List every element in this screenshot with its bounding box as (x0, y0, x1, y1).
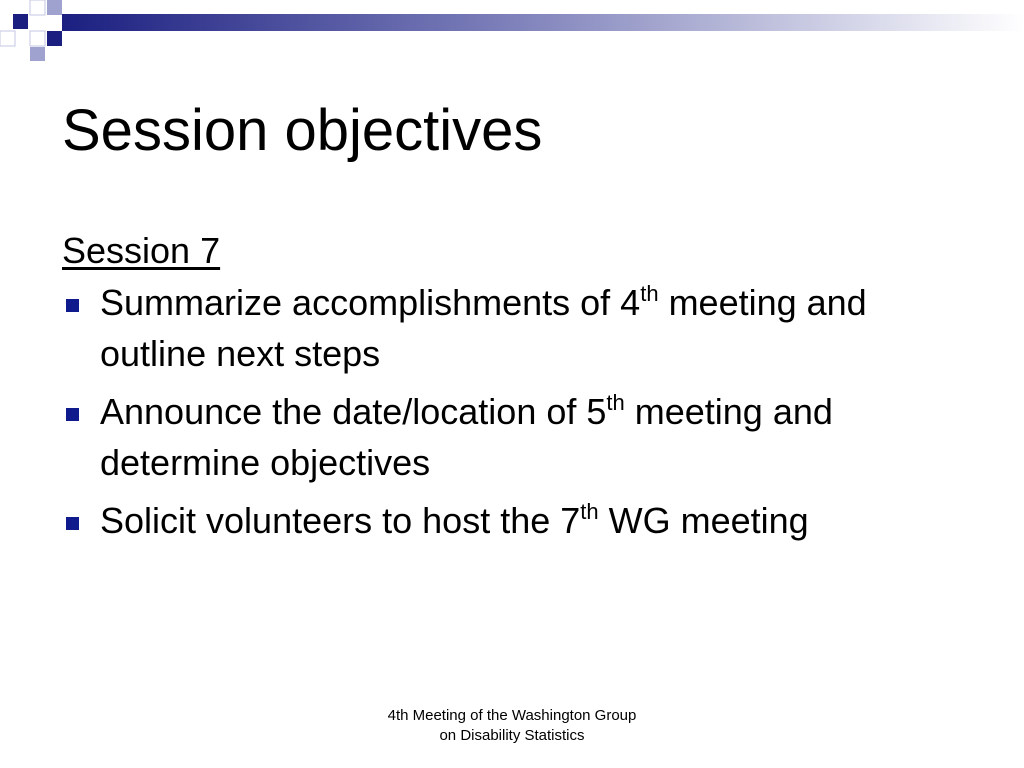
decoration-square (13, 14, 28, 29)
decoration-square (47, 0, 62, 15)
slide-body (62, 228, 982, 561)
ordinal-superscript: th (580, 499, 599, 524)
bullet-text: WG meeting (598, 500, 809, 541)
footer-line: on Disability Statistics (439, 727, 585, 744)
header-gradient-bar (62, 14, 1024, 31)
decoration-square (30, 31, 45, 46)
square-bullet-icon (66, 408, 79, 421)
bullet-text: meeting and determine objectives (100, 391, 833, 483)
decoration-square (30, 47, 45, 61)
bullet-text: meeting and outline next steps (100, 282, 867, 374)
ordinal-superscript: th (640, 281, 659, 306)
bullet-list (62, 280, 982, 549)
bullet-text: Announce the date/location of 5 (100, 391, 607, 432)
header-decoration (0, 0, 1024, 64)
square-bullet-icon (66, 517, 79, 530)
bullet-item (62, 498, 982, 549)
bullet-text: Solicit volunteers to host the 7 (100, 500, 581, 541)
decoration-square (0, 31, 15, 46)
bullet-text: Summarize accomplishments of 4 (100, 282, 641, 323)
section-heading: Session 7 (62, 230, 221, 271)
bullet-item (62, 389, 982, 486)
decoration-square (47, 31, 62, 46)
ordinal-superscript: th (606, 390, 625, 415)
bullet-item (62, 280, 982, 377)
square-bullet-icon (66, 299, 79, 312)
slide-title: Session objectives (62, 98, 543, 163)
slide-footer (362, 706, 662, 746)
footer-line: 4th Meeting of the Washington Group (387, 707, 637, 724)
decoration-square (30, 0, 45, 15)
